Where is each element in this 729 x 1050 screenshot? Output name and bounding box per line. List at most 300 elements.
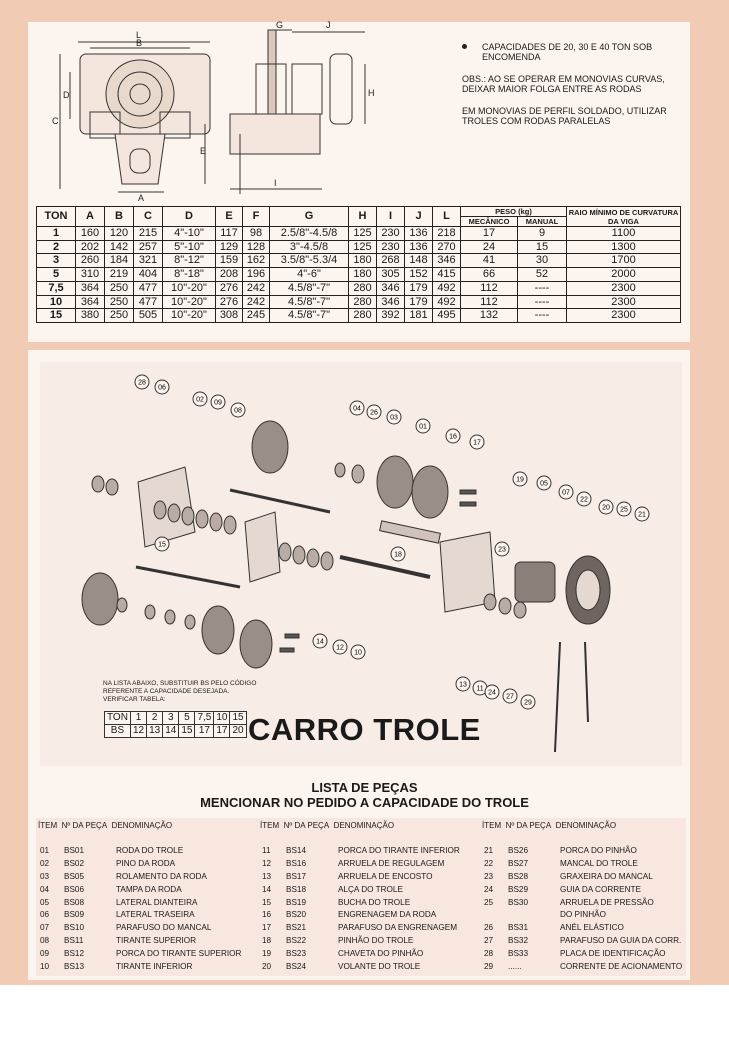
part-code: BS21 [286, 923, 307, 933]
part-item: 27 [484, 936, 494, 946]
header-name: DENOMINAÇÃO [111, 821, 173, 830]
part-item: 21 [484, 846, 494, 855]
part-name: RODA DO TROLE [116, 846, 184, 855]
spec-row [37, 309, 681, 323]
spec-cell: 257 [134, 240, 163, 254]
callout-02 [193, 392, 207, 406]
parts-row [484, 859, 682, 872]
parts-row [484, 962, 682, 975]
part-name: PARAFUSO DA ENGRENAGEM [338, 923, 458, 933]
spec-cell: 321 [134, 254, 163, 268]
svg-text:04: 04 [353, 405, 361, 413]
spec-cell: 15 [37, 309, 76, 323]
callout-09 [211, 395, 225, 409]
parts-row [484, 872, 682, 885]
svg-text:17: 17 [473, 439, 481, 447]
spec-cell: 1 [37, 227, 76, 241]
part-name: ENGRENAGEM DA RODA [338, 910, 437, 920]
svg-text:07: 07 [562, 489, 570, 497]
part-code: BS16 [286, 858, 307, 868]
bs-cell: 15 [230, 712, 246, 725]
spec-cell: 495 [433, 309, 461, 323]
part-item: 23 [484, 871, 494, 881]
part-item: 03 [40, 871, 50, 881]
note-obs: OBS.: AO SE OPERAR EM MONOVIAS CURVAS, DEIXAR MAIOR FOLGA ENTRE AS RODAS [462, 74, 665, 94]
bs-cell: 7,5 [195, 712, 214, 725]
th-ton: TON [37, 207, 76, 227]
svg-text:15: 15 [158, 541, 166, 549]
spec-cell: 415 [433, 268, 461, 282]
callout-26 [367, 405, 381, 419]
svg-text:12: 12 [336, 644, 344, 652]
th-raio: RAIO MÍNIMO DE CURVATURA DA VIGA [567, 207, 681, 227]
part-code: BS14 [286, 846, 307, 855]
spec-cell: 270 [433, 240, 461, 254]
th-peso: PESO (kg) [461, 207, 567, 217]
spec-cell: 276 [216, 295, 243, 309]
header-item: ÍTEM [260, 821, 280, 830]
parts-list-heading [0, 780, 729, 810]
dimension-drawing [30, 20, 390, 204]
parts-row [484, 898, 682, 911]
parts-row [40, 872, 241, 885]
part-code: BS22 [286, 936, 307, 946]
th-i: I [377, 207, 405, 227]
part-name: PINHÃO DO TROLE [338, 936, 414, 946]
part-name: TIRANTE SUPERIOR [116, 936, 197, 946]
spec-cell: ---- [518, 309, 567, 323]
spec-cell: 5"-10" [163, 240, 216, 254]
dim-label-a: A [138, 193, 145, 203]
spec-cell: 492 [433, 295, 461, 309]
spec-cell: 346 [433, 254, 461, 268]
callout-25 [617, 502, 631, 516]
bs-cell: 17 [195, 725, 214, 738]
part-item: 07 [40, 923, 50, 933]
spec-cell: 98 [243, 227, 270, 241]
spec-cell: 380 [76, 309, 105, 323]
spec-cell: 2300 [567, 295, 681, 309]
callout-08 [231, 403, 245, 417]
part-code: BS19 [286, 897, 307, 907]
header-name: DENOMINAÇÃO [333, 821, 395, 830]
parts-row [484, 885, 682, 898]
parts-row [262, 846, 460, 859]
spec-cell: 181 [405, 309, 433, 323]
spec-cell: 2.5/8"-4.5/8 [270, 227, 349, 241]
parts-header-col2 [260, 821, 394, 830]
spec-cell: 179 [405, 295, 433, 309]
parts-column-3 [484, 846, 682, 975]
parts-row [484, 923, 682, 936]
part-item: 29 [484, 962, 494, 972]
callout-27 [503, 689, 517, 703]
spec-cell: 4.5/8"-7" [270, 309, 349, 323]
callout-07 [559, 485, 573, 499]
exploded-view-drawing [40, 362, 682, 766]
part-name: CHAVETA DO PINHÃO [338, 949, 424, 959]
svg-text:24: 24 [488, 689, 496, 697]
spec-cell: 230 [377, 227, 405, 241]
callout-19 [513, 472, 527, 486]
part-item: 02 [40, 858, 50, 868]
part-item: 05 [40, 897, 50, 907]
parts-row [40, 962, 241, 975]
part-name: PARAFUSO DA GUIA DA CORR. [560, 936, 682, 946]
th-l: L [433, 207, 461, 227]
spec-row [37, 240, 681, 254]
spec-cell: 159 [216, 254, 243, 268]
svg-text:05: 05 [540, 480, 548, 488]
spec-cell: 392 [377, 309, 405, 323]
th-manual: MANUAL [518, 217, 567, 227]
spec-cell: 52 [518, 268, 567, 282]
spec-cell: 196 [243, 268, 270, 282]
part-name: ROLAMENTO DA RODA [116, 871, 207, 881]
part-name: PLACA DE IDENTIFICAÇÃO [560, 949, 666, 959]
spec-cell: 184 [105, 254, 134, 268]
spec-cell: 4.5/8"-7" [270, 281, 349, 295]
callout-12 [333, 640, 347, 654]
spec-cell: 215 [134, 227, 163, 241]
callout-06 [155, 380, 169, 394]
svg-text:06: 06 [158, 384, 166, 392]
spec-cell: 8"-18" [163, 268, 216, 282]
parts-list-title: LISTA DE PEÇAS [311, 780, 418, 795]
spec-cell: 346 [377, 295, 405, 309]
spec-cell: 142 [105, 240, 134, 254]
parts-row [40, 923, 241, 936]
callout-18 [391, 547, 405, 561]
part-item: 24 [484, 884, 494, 894]
spec-cell: 242 [243, 295, 270, 309]
parts-row [262, 962, 460, 975]
part-item: 15 [262, 897, 272, 907]
parts-row [40, 859, 241, 872]
notes-block [462, 42, 682, 138]
spec-cell: 280 [349, 295, 377, 309]
spec-cell: 505 [134, 309, 163, 323]
dim-label-l: L [136, 30, 142, 40]
callout-10 [351, 645, 365, 659]
part-item: 26 [484, 923, 494, 933]
spec-cell: 208 [216, 268, 243, 282]
part-code: BS31 [508, 923, 529, 933]
part-code: BS24 [286, 962, 307, 972]
part-code: BS23 [286, 949, 307, 959]
part-code: BS30 [508, 897, 529, 907]
part-code: BS32 [508, 936, 529, 946]
note-capacities: CAPACIDADES DE 20, 30 E 40 TON SOB ENCOMENDA [482, 42, 653, 62]
header-name: DENOMINAÇÃO [555, 821, 617, 830]
spec-cell: 162 [243, 254, 270, 268]
bs-code-table [104, 711, 247, 738]
part-item: 22 [484, 858, 494, 868]
callout-13 [456, 677, 470, 691]
spec-cell: 268 [377, 254, 405, 268]
spec-cell: 136 [405, 227, 433, 241]
part-name: LATERAL DIANTEIRA [116, 897, 198, 907]
bs-cell: BS [105, 725, 131, 738]
part-code: BS09 [64, 910, 85, 920]
spec-cell: 492 [433, 281, 461, 295]
part-item: 04 [40, 884, 50, 894]
substitution-note: NA LISTA ABAIXO, SUBSTITUIR BS PELO CÓDIGO REFERENTE A CAPACIDADE DESEJADA. VERIFICAR TABELA: [103, 680, 257, 703]
part-item: 17 [262, 923, 272, 933]
bs-cell: 13 [147, 725, 163, 738]
spec-cell: 125 [349, 240, 377, 254]
spec-cell: 41 [461, 254, 518, 268]
spec-cell: 160 [76, 227, 105, 241]
th-a: A [76, 207, 105, 227]
part-code: BS28 [508, 871, 529, 881]
parts-row [484, 949, 682, 962]
spec-cell: 17 [461, 227, 518, 241]
parts-row [40, 885, 241, 898]
callout-04 [350, 401, 364, 415]
bs-cell: TON [105, 712, 131, 725]
spec-cell: 2300 [567, 281, 681, 295]
spec-cell: 10"-20" [163, 309, 216, 323]
part-name: ARRUELA DE REGULAGEM [338, 858, 445, 868]
bullet-icon [462, 44, 467, 49]
part-code: BS13 [64, 962, 85, 972]
part-code: BS12 [64, 949, 85, 959]
part-code: BS29 [508, 884, 529, 894]
part-code: BS08 [64, 897, 85, 907]
svg-text:22: 22 [580, 496, 588, 504]
spec-cell: 218 [433, 227, 461, 241]
part-code: BS10 [64, 923, 85, 933]
specification-table [36, 206, 681, 323]
spec-cell: 10 [37, 295, 76, 309]
parts-row [40, 846, 241, 859]
part-item: 12 [262, 858, 272, 868]
th-d: D [163, 207, 216, 227]
part-item: 14 [262, 884, 272, 894]
spec-cell: 230 [377, 240, 405, 254]
callout-14 [313, 634, 327, 648]
parts-row [262, 910, 460, 923]
part-name: PORCA DO TIRANTE SUPERIOR [116, 949, 242, 959]
spec-cell: 128 [243, 240, 270, 254]
bs-cell: 2 [147, 712, 163, 725]
spec-cell: 3"-4.5/8 [270, 240, 349, 254]
callout-24 [485, 685, 499, 699]
parts-row [484, 910, 682, 923]
spec-cell: 129 [216, 240, 243, 254]
parts-header-col1 [38, 821, 172, 830]
spec-cell: 4"-6" [270, 268, 349, 282]
spec-cell: ---- [518, 295, 567, 309]
svg-text:02: 02 [196, 396, 204, 404]
callout-29 [521, 695, 535, 709]
parts-row [40, 910, 241, 923]
callout-05 [537, 476, 551, 490]
spec-cell: 477 [134, 295, 163, 309]
spec-cell: 242 [243, 281, 270, 295]
spec-cell: 112 [461, 281, 518, 295]
spec-cell: 4"-10" [163, 227, 216, 241]
svg-text:28: 28 [138, 379, 146, 387]
spec-cell: ---- [518, 281, 567, 295]
spec-cell: 152 [405, 268, 433, 282]
svg-text:01: 01 [419, 423, 427, 431]
part-name: ARRUELA DE PRESSÃO [560, 897, 654, 907]
svg-text:20: 20 [602, 504, 610, 512]
bs-cell: 17 [214, 725, 230, 738]
callout-21 [635, 507, 649, 521]
callout-17 [470, 435, 484, 449]
part-name: TAMPA DA RODA [116, 884, 182, 894]
callout-16 [446, 429, 460, 443]
svg-text:16: 16 [449, 433, 457, 441]
spec-cell: 24 [461, 240, 518, 254]
spec-cell: 2300 [567, 309, 681, 323]
part-code: BS06 [64, 884, 85, 894]
part-name: GUIA DA CORRENTE [560, 884, 641, 894]
th-f: F [243, 207, 270, 227]
spec-cell: 2000 [567, 268, 681, 282]
spec-cell: 125 [349, 227, 377, 241]
header-code: Nº DA PEÇA [61, 821, 108, 830]
svg-text:21: 21 [638, 511, 646, 519]
parts-row [262, 923, 460, 936]
spec-cell: 245 [243, 309, 270, 323]
spec-cell: 15 [518, 240, 567, 254]
svg-text:26: 26 [370, 409, 378, 417]
bs-cell: 12 [130, 725, 146, 738]
parts-column-2 [262, 846, 460, 975]
bs-cell: 10 [214, 712, 230, 725]
svg-text:13: 13 [459, 681, 467, 689]
dim-label-d: D [63, 90, 70, 100]
spec-cell: 3.5/8"-5.3/4 [270, 254, 349, 268]
part-code: BS20 [286, 910, 307, 920]
dim-label-h: H [368, 88, 375, 98]
part-name: ANÉL ELÁSTICO [560, 923, 624, 933]
part-name: DO PINHÃO [560, 910, 606, 920]
dim-label-b: B [136, 38, 143, 48]
parts-row [40, 936, 241, 949]
spec-cell: 250 [105, 281, 134, 295]
part-code: BS05 [64, 871, 85, 881]
th-mecanico: MECÂNICO [461, 217, 518, 227]
spec-cell: 132 [461, 309, 518, 323]
svg-text:19: 19 [516, 476, 524, 484]
part-name: BUCHA DO TROLE [338, 897, 411, 907]
spec-cell: 1100 [567, 227, 681, 241]
spec-row [37, 227, 681, 241]
spec-cell: 364 [76, 281, 105, 295]
svg-text:14: 14 [316, 638, 324, 646]
part-item: 20 [262, 962, 272, 972]
spec-cell: 180 [349, 254, 377, 268]
part-name: PINO DA RODA [116, 858, 176, 868]
spec-row [37, 295, 681, 309]
part-name: MANCAL DO TROLE [560, 858, 638, 868]
svg-text:09: 09 [214, 399, 222, 407]
dim-label-e: E [200, 146, 207, 156]
spec-cell: 120 [105, 227, 134, 241]
parts-row [262, 859, 460, 872]
bs-cell: 3 [163, 712, 179, 725]
spec-cell: 346 [377, 281, 405, 295]
part-code: BS02 [64, 858, 85, 868]
th-h: H [349, 207, 377, 227]
part-item: 11 [262, 846, 271, 855]
callout-03 [387, 410, 401, 424]
bs-cell: 5 [179, 712, 195, 725]
part-item: 06 [40, 910, 50, 920]
callout-20 [599, 500, 613, 514]
header-code: Nº DA PEÇA [505, 821, 552, 830]
part-name: LATERAL TRASEIRA [116, 910, 195, 920]
spec-cell: 66 [461, 268, 518, 282]
bs-table-bs-row [105, 725, 247, 738]
parts-row [40, 898, 241, 911]
part-name: PORCA DO PINHÃO [560, 846, 637, 855]
parts-row [40, 949, 241, 962]
svg-text:18: 18 [394, 551, 402, 559]
dim-label-j: J [326, 20, 331, 30]
spec-cell: 10"-20" [163, 295, 216, 309]
svg-text:25: 25 [620, 506, 628, 514]
spec-cell: 148 [405, 254, 433, 268]
dim-label-g: G [276, 20, 284, 30]
part-name: PARAFUSO DO MANCAL [116, 923, 212, 933]
spec-cell: 2 [37, 240, 76, 254]
bs-table-ton-row [105, 712, 247, 725]
svg-text:03: 03 [390, 414, 398, 422]
callout-01 [416, 419, 430, 433]
th-e: E [216, 207, 243, 227]
spec-cell: 5 [37, 268, 76, 282]
spec-row [37, 254, 681, 268]
part-item: 08 [40, 936, 50, 946]
callout-23 [495, 542, 509, 556]
parts-row [262, 949, 460, 962]
bs-cell: 14 [163, 725, 179, 738]
bs-cell: 15 [179, 725, 195, 738]
spec-cell: 1700 [567, 254, 681, 268]
spec-cell: 308 [216, 309, 243, 323]
spec-cell: 219 [105, 268, 134, 282]
callout-22 [577, 492, 591, 506]
part-code: BS33 [508, 949, 529, 959]
parts-column-1 [40, 846, 241, 975]
spec-cell: 305 [377, 268, 405, 282]
part-name: VOLANTE DO TROLE [338, 962, 421, 972]
spec-cell: 364 [76, 295, 105, 309]
spec-cell: 8"-12" [163, 254, 216, 268]
diagram-title: CARRO TROLE [248, 712, 481, 747]
spec-cell: 10"-20" [163, 281, 216, 295]
header-item: ÍTEM [38, 821, 58, 830]
spec-cell: 477 [134, 281, 163, 295]
spec-cell: 276 [216, 281, 243, 295]
part-item: 18 [262, 936, 272, 946]
spec-cell: 4.5/8"-7" [270, 295, 349, 309]
part-name: PORCA DO TIRANTE INFERIOR [338, 846, 460, 855]
spec-cell: 3 [37, 254, 76, 268]
svg-text:23: 23 [498, 546, 506, 554]
part-name: CORRENTE DE ACIONAMENTO [560, 962, 683, 972]
bs-cell: 20 [230, 725, 246, 738]
part-code: BS17 [286, 871, 307, 881]
spec-cell: 7,5 [37, 281, 76, 295]
spec-cell: 136 [405, 240, 433, 254]
